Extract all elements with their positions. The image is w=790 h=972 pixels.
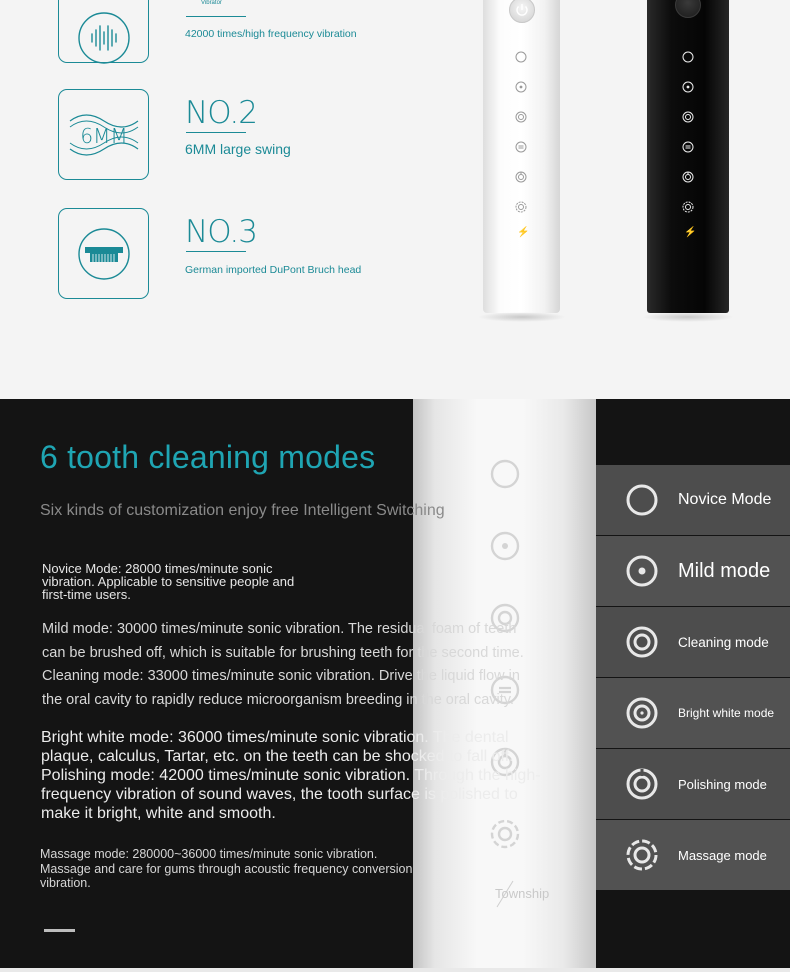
mode-item-novice[interactable] <box>596 465 790 535</box>
section-subtitle: Six kinds of customization enjoy free Intelligent Switching <box>40 502 445 519</box>
mode-dot-icon <box>515 201 527 213</box>
charge-bolt-icon: ⚡ <box>517 227 530 238</box>
mode-dot-icon <box>515 81 527 93</box>
mode-label: Massage mode <box>678 847 767 863</box>
mode-dot-icon <box>682 141 694 153</box>
charge-bolt-icon: ⚡ <box>684 227 697 238</box>
mode-dot-icon <box>515 141 527 153</box>
mode-item-massage[interactable] <box>596 820 790 890</box>
mode-dot-icon <box>682 111 694 123</box>
mild-mode-icon <box>625 554 659 588</box>
closeup-mode-icon <box>490 819 520 849</box>
toothbrush-shadow <box>478 312 566 322</box>
feature-description: 6MM large swing <box>185 141 291 157</box>
novice-mode-icon <box>625 483 659 517</box>
mode-item-mild[interactable] <box>596 536 790 606</box>
mode-dot-icon <box>682 171 694 183</box>
feature-icon-box <box>58 208 149 299</box>
closeup-mode-icon <box>490 531 520 561</box>
svg-text:6MM: 6MM <box>79 123 128 148</box>
modes-section <box>0 399 790 968</box>
mode-label: Cleaning mode <box>678 634 769 650</box>
feature-underline <box>186 16 246 17</box>
mode-list <box>596 465 790 891</box>
mode-label: Bright white mode <box>678 706 775 720</box>
mode-item-cleaning[interactable] <box>596 607 790 677</box>
divider-dash <box>44 929 75 932</box>
white-toothbrush-image <box>483 0 560 313</box>
mode-dot-icon <box>682 51 694 63</box>
mode-label: Mild mode <box>678 559 771 582</box>
feature-number: NO.3 <box>185 214 257 250</box>
power-button-icon <box>509 0 535 23</box>
mode-dot-icon <box>682 201 694 213</box>
mode-label: Novice Mode <box>678 491 772 508</box>
massage-mode-icon <box>625 838 659 872</box>
feature-description: 42000 times/high frequency vibration <box>185 28 357 40</box>
feature-underline <box>186 251 246 252</box>
mode-dot-icon <box>515 51 527 63</box>
sound-wave-icon <box>76 10 132 66</box>
feature-underline <box>186 132 246 133</box>
black-toothbrush-image <box>647 0 729 313</box>
mode-item-polishing[interactable] <box>596 749 790 819</box>
section-title: 6 tooth cleaning modes <box>40 439 376 475</box>
bright-polish-description: Bright white mode: 36000 times/minute sonic vibration. The dental plaque, calculus, Tartar, etc. on the teeth can be shocked to fall off. Polishing mode: 42000 times/minute sonic vibration. Through the high-frequency vibration of sound waves, the tooth surface is polished to make it bright, white and smooth. <box>41 729 541 822</box>
novice-mode-description: Novice Mode: 28000 times/minute sonic vibration. Applicable to sensitive people and first-time users. <box>42 561 295 602</box>
feature-icon-box <box>58 0 149 63</box>
massage-mode-description: Massage mode: 280000~36000 times/minute sonic vibration. Massage and care for gums through acoustic frequency conversion vibration. <box>40 847 413 890</box>
toothbrush-shadow <box>642 312 734 322</box>
mode-dot-icon <box>682 81 694 93</box>
brand-logo-text: Township <box>495 886 550 901</box>
mode-dot-icon <box>515 171 527 183</box>
mode-dot-icon <box>515 111 527 123</box>
feature-number: NO.2 <box>185 95 257 131</box>
mode-item-bright-white[interactable] <box>596 678 790 748</box>
polishing-mode-icon <box>625 767 659 801</box>
brush-head-icon <box>76 226 132 282</box>
feature-icon-box <box>58 89 149 180</box>
cleaning-mode-icon <box>625 625 659 659</box>
mode-label: Polishing mode <box>678 776 767 792</box>
bottom-edge <box>0 968 790 972</box>
feature-description: German imported DuPont Bruch head <box>185 264 362 276</box>
closeup-mode-icon <box>490 459 520 489</box>
bright-white-mode-icon <box>625 696 659 730</box>
6mm-swing-icon <box>66 105 142 165</box>
feature-sub-word: Vibrator <box>201 0 222 6</box>
mild-cleaning-description: Mild mode: 30000 times/minute sonic vibration. The residual foam of teeth can be brushed off, which is suitable for brushing teeth for the second time. Cleaning mode: 33000 times/minute sonic vibration. Drive the liquid flow in the oral cavity to rapidly reduce microorganism breeding in the oral cavity. <box>42 621 524 708</box>
features-section <box>0 0 790 399</box>
